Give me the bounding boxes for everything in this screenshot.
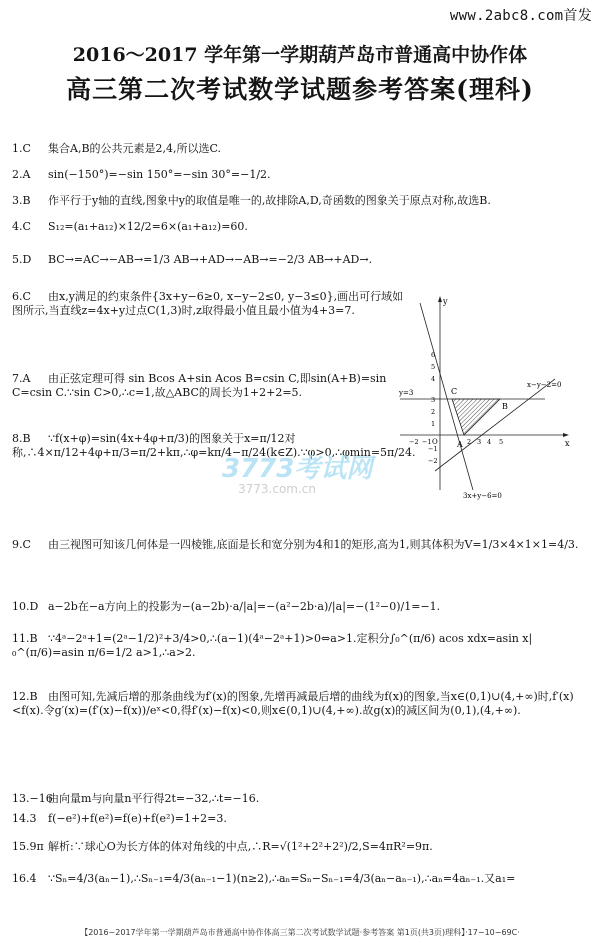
y-tick: −1 bbox=[428, 445, 438, 453]
point-b-label: B bbox=[502, 402, 508, 411]
y-axis-label: y bbox=[443, 297, 448, 306]
answer-16: 16.4 ∵Sₙ=4/3(aₙ−1),∴Sₙ₋₁=4/3(aₙ₋₁−1)(n≥2),∴aₙ=Sₙ−Sₙ₋₁=4/3(aₙ−aₙ₋₁),∴aₙ=4aₙ₋₁.又a₁= bbox=[12, 872, 516, 885]
title-line-1: 2016～2017 学年第一学期葫芦岛市普通高中协作体 bbox=[72, 44, 528, 66]
y-axis-arrow bbox=[438, 296, 442, 302]
y-tick: 2 bbox=[431, 408, 436, 416]
line-x-y-2-label: x−y−2=0 bbox=[527, 381, 562, 389]
answer-5: 5.D BC→=AC→−AB→=1/3 AB→+AD→−AB→=−2/3 AB→+AD→. bbox=[12, 253, 373, 266]
watermark-logo: 3773考试网 bbox=[222, 454, 373, 484]
point-c-label: C bbox=[451, 387, 458, 396]
feasible-region-graph bbox=[395, 290, 575, 505]
y-tick: 1 bbox=[431, 420, 436, 428]
answer-2: 2.A sin(−150°)=−sin 150°=−sin 30°=−1/2. bbox=[12, 168, 271, 181]
answer-4: 4.C S₁₂=(a₁+a₁₂)×12/2=6×(a₁+a₁₂)=60. bbox=[12, 220, 248, 233]
x-axis-label: x bbox=[565, 439, 570, 448]
y-tick: 3 bbox=[431, 396, 436, 404]
x-tick: 3 bbox=[477, 438, 482, 446]
answer-3: 3.B 作平行于y轴的直线,图象中y的取值是唯一的,故排除A,D,奇函数的图象关于原点对称,故选B. bbox=[12, 194, 491, 207]
answer-15: 15.9π 解析:∵球心O为长方体的体对角线的中点,∴R=√(1²+2²+2²)/2,S=4πR²=9π. bbox=[12, 840, 433, 853]
answer-8: 8.B ∵f(x+φ)=sin(4x+4φ+π/3)的图象关于x=π/12对称,∴4×π/12+4φ+π/3=π/2+kπ,∴φ=kπ/4−π/24(k∈Z).∵φ>0,∴φmin=5π/24. bbox=[12, 432, 416, 459]
feasible-region bbox=[452, 399, 500, 435]
site-header: www.2abc8.com首发 bbox=[449, 8, 592, 24]
origin-label: O bbox=[432, 438, 438, 446]
title-line-2: 高三第二次考试数学试题参考答案(理科) bbox=[66, 75, 534, 104]
x-tick: 2 bbox=[467, 438, 472, 446]
answer-1: 1.C 集合A,B的公共元素是2,4,所以选C. bbox=[12, 142, 222, 155]
x-tick: 5 bbox=[499, 438, 504, 446]
point-a-label: A bbox=[457, 440, 463, 449]
x-tick: 4 bbox=[487, 438, 492, 446]
y-tick: 6 bbox=[431, 351, 436, 359]
line-y3-label: y=3 bbox=[399, 389, 414, 397]
answer-14: 14.3 f(−e²)+f(e²)=f(e)+f(e²)=1+2=3. bbox=[12, 812, 227, 825]
answer-9: 9.C 由三视图可知该几何体是一四棱锥,底面是长和宽分别为4和1的矩形,高为1,则其体积为V=1/3×4×1×1=4/3. bbox=[12, 538, 579, 551]
answer-12: 12.B 由图可知,先减后增的那条曲线为f′(x)的图象,先增再减最后增的曲线为f(x)的图象,当x∈(0,1)∪(4,+∞)时,f′(x)<f(x).令g′(x)=(f′(x)−f(x))/eˣ<0,得f′(x)−f(x)<0,则x∈(0,1)∪(4,+∞).故g(x)的减区间为(0,1),(4,+∞). bbox=[12, 690, 574, 717]
x-tick: −1 bbox=[422, 438, 432, 446]
answer-6: 6.C 由x,y满足的约束条件{3x+y−6≥0, x−y−2≤0, y−3≤0},画出可行域如图所示,当直线z=4x+y过点C(1,3)时,z取得最小值且最小值为4+3=7. bbox=[12, 290, 404, 317]
page-footer: 【2016~2017学年第一学期葫芦岛市普通高中协作体高三第二次考试数学试题·参考答案 第1页(共3页)理科】·17−10−69C· bbox=[80, 928, 520, 937]
y-tick: −2 bbox=[428, 457, 438, 465]
x-tick: −2 bbox=[409, 438, 419, 446]
x-axis-arrow bbox=[563, 433, 569, 437]
answer-11: 11.B ∵4ᵃ−2ᵃ+1=(2ᵃ−1/2)²+3/4>0,∴(a−1)(4ᵃ−2ᵃ+1)>0⇔a>1.定积分∫₀^(π/6) acos xdx=asin x|₀^(π/6)=asin π/6=1/2 a>1,∴a>2. bbox=[12, 632, 533, 659]
answer-7: 7.A 由正弦定理可得 sin Bcos A+sin Acos B=csin C,即sin(A+B)=sin C=csin C.∵sin C>0,∴c=1,故△ABC的周长为1+2+2=5. bbox=[12, 372, 387, 399]
y-tick: 5 bbox=[431, 363, 436, 371]
y-tick: 4 bbox=[431, 375, 436, 383]
line-3x-y-6-label: 3x+y−6=0 bbox=[463, 492, 502, 500]
answer-13: 13.−16由向量m与向量n平行得2t=−32,∴t=−16. bbox=[12, 792, 260, 805]
watermark-url: 3773.com.cn bbox=[238, 482, 316, 496]
answer-10: 10.D a−2b在−a方向上的投影为−(a−2b)·a/|a|=−(a²−2b·a)/|a|=−(1²−0)/1=−1. bbox=[12, 600, 441, 613]
